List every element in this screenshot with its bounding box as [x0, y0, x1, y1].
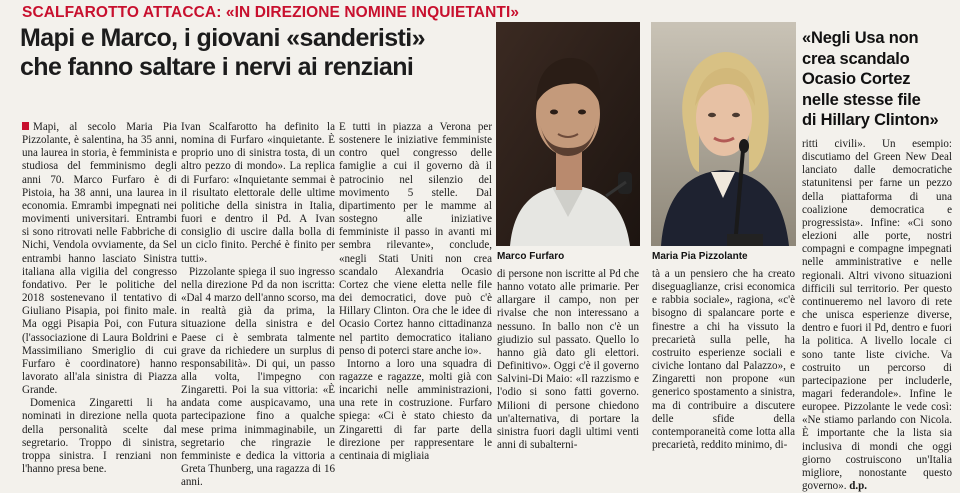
- column-3-paragraph-2: Intorno a loro una squadra di ragazze e ragazze, molti già con incarichi nelle amministrazioni, una rete in costruzione. Furfaro spiega: «Ci è stato chiesto da Zingaretti di far parte della direzione per rappresentare le centinaia di migliaia: [339, 357, 492, 462]
- marco-furfaro-portrait-image: [496, 22, 640, 246]
- article-kicker: SCALFAROTTO ATTACCA: «IN DIREZIONE NOMINE INQUIETANTI»: [22, 4, 520, 21]
- column-2-paragraph-2: Pizzolante spiega il suo ingresso nella direzione Pd da non iscritta: «Dal 4 marzo dell'anno scorso, ma in realtà già da prima, la situazione della sinistra e del Paese ci è sembrata talmente grave da richiedere un surplus di responsabilità». Di qui, un passo alla volta, l'impegno con Zingaretti. Poi la sua vittoria: «È andata come auspicavamo, una partecipazione fino a qualche mese prima inimmaginabile, un segretario che ringrazie le femministe e dedica la vittoria a Greta Thunberg, una ragazza di 16 anni.: [181, 265, 335, 489]
- headline-line-1: Mapi e Marco, i giovani «sanderisti»: [20, 24, 425, 52]
- paragraph-marker-icon: [22, 122, 29, 130]
- column-2-paragraph-1: Ivan Scalfarotto ha definito la nomina di Furfaro «inquietante. È proprio uno di sinistra tosta, di un altro pezzo di mondo». La replica di Furfaro: «Inquietante semmai è il risultato elettorale delle ultime politiche della sinistra in Italia, fuori e dentro il Pd. A Ivan consiglio di uscire dalla bolla di un ciclo finito. Perché è finito per tutti».: [181, 121, 335, 265]
- article-column-5: [652, 268, 795, 452]
- article-column-2: [181, 121, 335, 489]
- column-1-paragraph-2: Domenica Zingaretti li ha nominati in direzione nella quota della personalità scelte dal segretario. Troppo di sinistra, troppa sinistra. I renziani non l'hanno presa bene.: [22, 397, 177, 476]
- article-column-3: [339, 121, 492, 463]
- article-column-1: [22, 121, 177, 476]
- marco-furfaro-caption: Marco Furfaro: [497, 251, 565, 262]
- column-4-paragraph-1: di persone non iscritte al Pd che hanno votato alle primarie. Per allargare il campo, non per rivalse che non interessano a nessuno. In ballo non c'è un giudizio sul passato. Quello lo hanno già dato gli elettori. Definitivo». Oggi c'è il governo Salvini-Di Maio: «Il razzismo e l'odio si sono fatti governo. Milioni di persone chiedono un'alternativa, di portare la sinistra fuori dagli ultimi venti anni di subalterni-: [497, 268, 639, 452]
- quote-line-4: nelle stesse file: [802, 90, 921, 109]
- quote-line-2: crea scandalo: [802, 49, 910, 68]
- author-signature: d.p.: [849, 480, 868, 493]
- maria-pia-pizzolante-photo: [651, 22, 796, 246]
- column-6-text-1: ritti civili». Un esempio: discutiamo del Green New Deal lanciato dalle democratiche statunitensi per farne un pezzo della piattaforma di una coalizione democratica e progressista». Infine: «Ci sono elezioni alle porte, nostri compagni e compagne impegnati nelle amministrative e nelle regionali. Altri vivono situazioni difficili sul territorio. Per questo continueremo nel lavoro di rete che unisca esperienze diverse, dentro e fuori il Pd, dentro e fuori la politica. A livello locale ci sono tante liste civiche. Va costruito un percorso di partecipazione per includerle, magari federandole». Infine le europee. Pizzolante le vede così: «Ne stiamo parlando con Nicola. È importante che la lista sia inclusiva di mondi che oggi giorno costruiscono un'Italia migliore, nonostante questo governo».: [802, 138, 952, 493]
- column-1-text-1: Mapi, al secolo Maria Pia Pizzolante, è salentina, ha 35 anni, una laurea in storia, è femminista e studiosa del femminismo degli anni 70. Marco Furfaro è di Pistoia, ha 38 anni, una laurea in economia. Emrambi impegnati nei movimenti universitari. Entrambi si sono ritrovati nelle Fabbriche di Nichi, Vendola ovviamente, da Sel entrambi hanno lasciato Sinistra italiana alla vigilia del congresso fondativo. Per le politiche del 2018 sostenevano il tentativo di Giuliano Pisapia, poi finito male. Ma oggi Pisapia Poi, con Futura (l'associazione di Laura Boldrini e Massimiliano Smeriglio di cui Furfaro è coordinatore) hanno lavorato all'ala sinistra di Piazza Grande.: [22, 121, 177, 397]
- column-3-paragraph-1: E tutti in piazza a Verona per sostenere le iniziative femministe contro quel congresso delle famiglie a cui il governo dà il patrocinio nel silenzio del movimento 5 stelle. Dal dipartimento per le mamme al sostegno alle iniziative femministe il passo in avanti mi sembra rilevante», conclude, «negli Stati Uniti non crea scandalo Alexandria Ocasio Cortez che viene eletta nelle file dei democratici, dove può c'è Hillary Clinton. Ora che le idee di Ocasio Cortez hanno cittadinanza nel partito democratico italiano penso di poterci stare anche io».: [339, 121, 492, 357]
- maria-pia-pizzolante-caption: Maria Pia Pizzolante: [652, 251, 748, 262]
- quote-line-5: di Hillary Clinton»: [802, 111, 939, 129]
- article-headline: [20, 24, 490, 82]
- quote-line-3: Ocasio Cortez: [802, 70, 911, 88]
- marco-furfaro-photo: [496, 22, 640, 246]
- headline-line-2: che fanno saltare i nervi ai renziani: [20, 53, 414, 81]
- pull-quote: [802, 28, 952, 131]
- maria-pia-pizzolante-portrait-image: [651, 22, 796, 246]
- article-column-6: [802, 138, 952, 493]
- column-5-paragraph-1: tà a un pensiero che ha creato diseguaglianze, crisi economica e rabbia sociale», ragiona, «c'è bisogno di spalancare porte e finestre a chi ha vissuto la precarietà sulla pelle, ha costruito esperienze sociali e civiche lontano dal Palazzo», e Zingaretti non propone «un generico spostamento a sinistra, ma di contribuire a discutere delle sfide della contemporaneità come lotta alla precarietà, reddito minimo, di-: [652, 268, 795, 452]
- article-column-4: [497, 268, 639, 452]
- column-1-paragraph-1: [22, 121, 177, 397]
- column-6-paragraph-1: [802, 138, 952, 493]
- quote-line-1: «Negli Usa non: [802, 29, 919, 47]
